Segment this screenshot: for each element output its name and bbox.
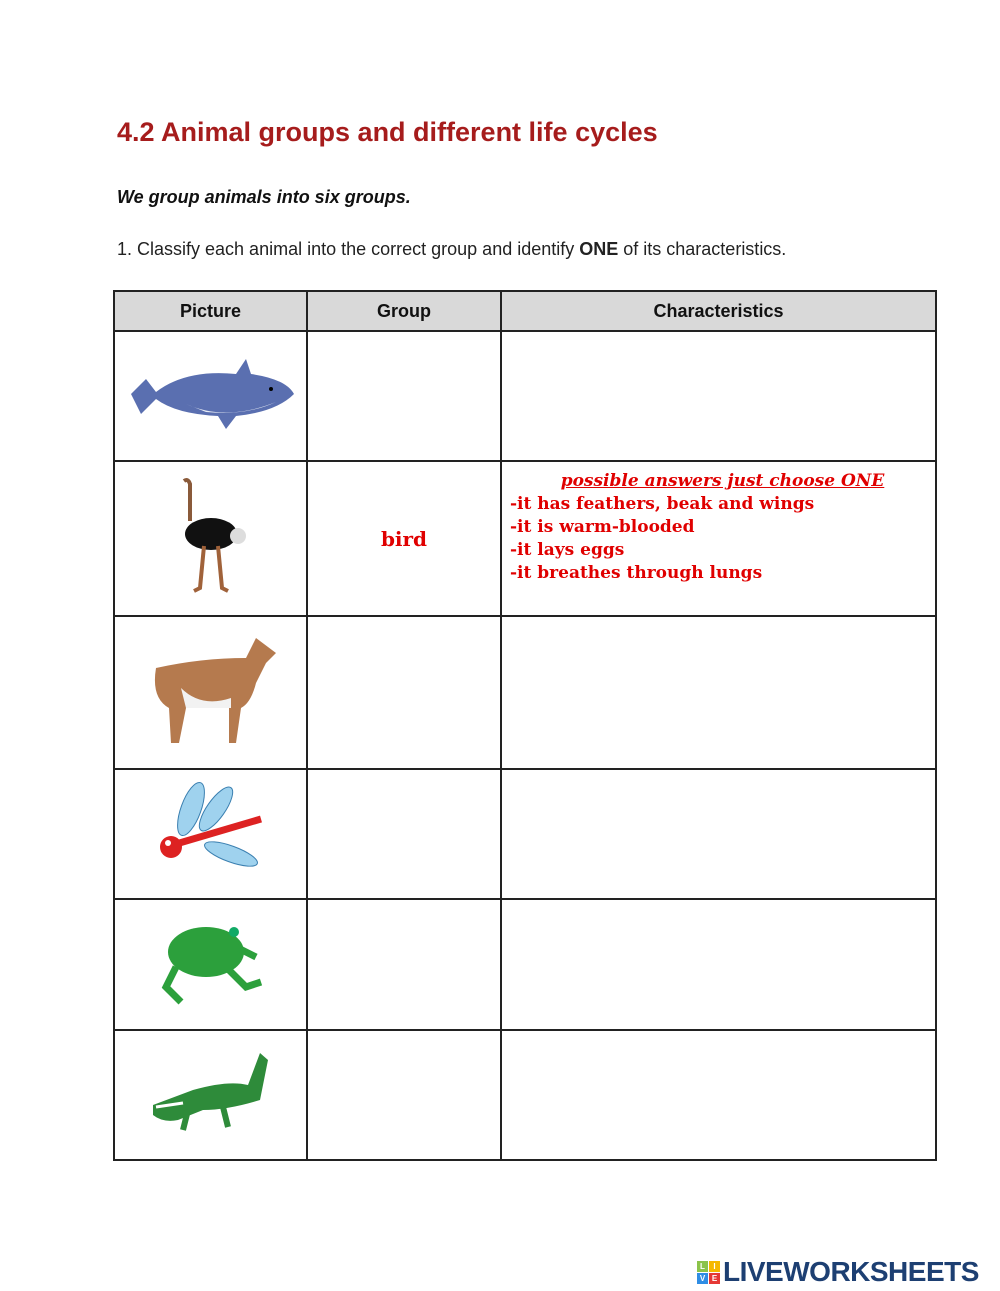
group-answer-cell[interactable] (307, 331, 501, 461)
shark-image (126, 354, 296, 434)
ostrich-picture (114, 461, 307, 616)
classification-table (113, 290, 937, 1161)
group-answer-cell[interactable]: bird (307, 461, 501, 616)
instruction (117, 239, 786, 260)
table-row (114, 616, 936, 769)
ostrich-image (166, 476, 256, 596)
logo-letter: I (709, 1261, 720, 1272)
table-row (114, 769, 936, 899)
logo-letter: E (709, 1273, 720, 1284)
goat-image (141, 628, 281, 753)
frog-picture (114, 899, 307, 1030)
header-characteristics: Characteristics (501, 291, 936, 331)
instruction-bold: ONE (579, 239, 619, 259)
group-answer-cell[interactable] (307, 1030, 501, 1160)
logo-letter: V (697, 1273, 708, 1284)
instruction-text-end: of its characteristics. (618, 239, 787, 259)
subtitle: We group animals into six groups. (117, 187, 411, 207)
page-title: 4.2 Animal groups and different life cycles (117, 117, 658, 147)
header-group: Group (307, 291, 501, 331)
dragonfly-image (151, 779, 271, 884)
dragonfly-picture (114, 769, 307, 899)
group-answer-cell[interactable] (307, 899, 501, 1030)
characteristics-answer-cell[interactable] (501, 331, 936, 461)
instruction-text: 1. Classify each animal into the correct group and identify (117, 239, 580, 259)
table-row (114, 1030, 936, 1160)
header-picture: Picture (114, 291, 307, 331)
shark-picture (114, 331, 307, 461)
characteristics-answer-cell[interactable] (501, 616, 936, 769)
liveworksheets-logo (697, 1256, 979, 1288)
frog-image (156, 912, 266, 1012)
answers-heading: possible answers just choose ONE (560, 471, 885, 491)
goat-picture (114, 616, 307, 769)
header-row (114, 291, 936, 331)
table-row (114, 899, 936, 1030)
crocodile-image (148, 1045, 273, 1140)
crocodile-picture (114, 1030, 307, 1160)
characteristic-item: -it has feathers, beak and wings (510, 494, 815, 514)
logo-blocks-icon (697, 1261, 720, 1284)
characteristics-answer-cell[interactable] (501, 769, 936, 899)
characteristics-answer-cell[interactable] (501, 899, 936, 1030)
characteristic-item: -it lays eggs (510, 540, 625, 560)
characteristics-answer-cell[interactable] (501, 1030, 936, 1160)
logo-letter: L (697, 1261, 708, 1272)
characteristics-answer-cell[interactable] (501, 461, 936, 616)
table-row (114, 331, 936, 461)
characteristic-item: -it is warm-blooded (510, 517, 695, 537)
group-answer-cell[interactable] (307, 616, 501, 769)
logo-text: LIVEWORKSHEETS (723, 1256, 979, 1287)
characteristic-item: -it breathes through lungs (510, 563, 763, 583)
table-row (114, 461, 936, 616)
group-answer-cell[interactable] (307, 769, 501, 899)
